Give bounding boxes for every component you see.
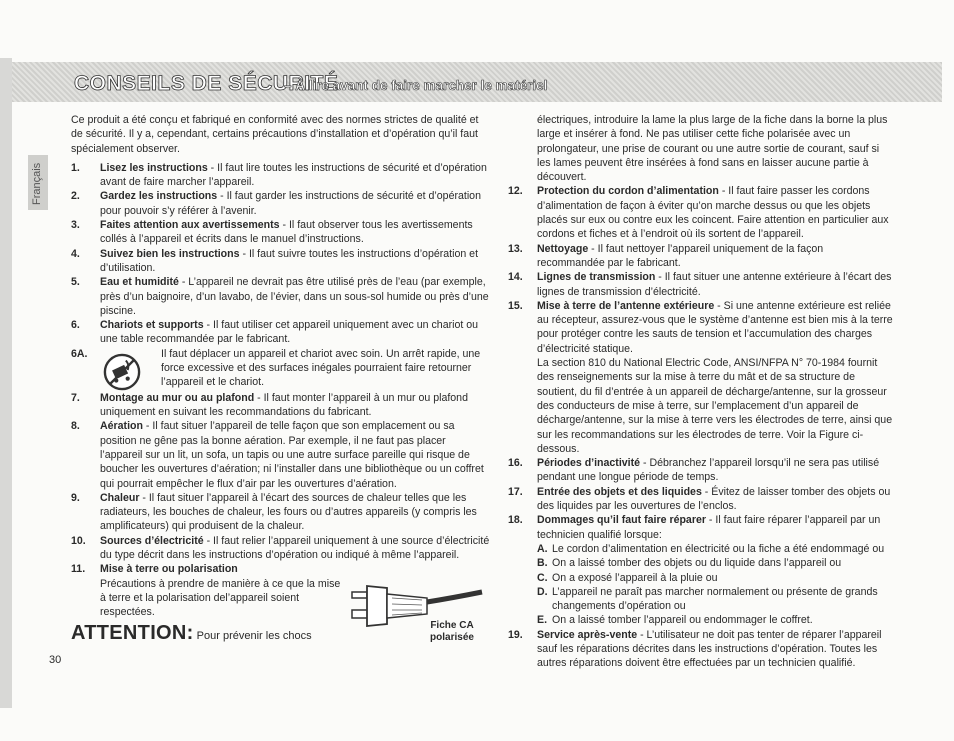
list-item: 3. Faites attention aux avertissements - Il faut observer tous les avertissements collés à l’appareil et écrits dans le manuel d’instructions.: [71, 219, 473, 246]
list-item: 17. Entrée des objets et des liquides - Évitez de laisser tomber des objets ou des liquides par les ouvertures de l’enclos.: [508, 485, 891, 513]
continuation-paragraph: électriques, introduire la lame la plus large de la fiche dans la borne la plus large et insérer à fond. Ne pas utiliser cette fiche polarisée avec un prolongateur, une prise de courant ou une autre sortie de courant, sauf si les lames peuvent être insérées à fond sans en laisser aucune partie à découvert.: [537, 114, 888, 184]
list-item: 1. Lisez les instructions - Il faut lire toutes les instructions de sécurité et d’opération avant de faire marcher l’appareil.: [71, 161, 487, 189]
list-item: 8. Aération - Il faut situer l’appareil de telle façon que son emplacement ou sa position ne gêne pas la bonne aération. Par exemple, il ne faut pas placer l’appareil sur un lit, un sofa, un tapis ou une autre surface pareille qui risque de boucher les ouvertures d’aération; ni l’installer dans une bibliothèque ou un coffret qui pourrait empêcher le flux d’air par les ouvertures d’aération.: [71, 420, 484, 490]
list-item: 12. Protection du cordon d’alimentation - Il faut faire passer les cordons d’alimentation de façon à éviter qu’on marche dessus ou que les objets placés sur eux ou contre eux les coincent. Faire attention en particulier aux cordons et fiches et à l’endroit où ils sortent de l’appareil.: [508, 185, 889, 241]
list-item: 5. Eau et humidité - L’appareil ne devrait pas être utilisé près de l’eau (par exemple, près d’un baignoire, d’un lavabo, de l’évier, dans un sous-sol humide ou près d’une piscine.: [71, 276, 489, 317]
left-items-list: [71, 161, 491, 347]
left-items-list-b: [71, 391, 491, 563]
plug-caption: Fiche CA polarisée: [430, 620, 474, 643]
section-header: [12, 62, 942, 102]
sub-list-item: E. On a laissé tomber l’appareil ou endommager le coffret.: [537, 614, 813, 627]
list-item: 7. Montage au mur ou au plafond - Il faut monter l’appareil à un mur ou plafond uniquement en suivant les recommandations du fabricant.: [71, 391, 468, 419]
page-number: 30: [49, 654, 62, 666]
cart-tipover-warning-icon: [103, 353, 141, 391]
antenna-code-paragraph: La section 810 du National Electric Code, ANSI/NFPA N° 70-1984 fournit des renseignements sur la mise à terre du mât et de sa structure de soutient, du fil d’entrée à un appareil de décharge/antenne, sur la grosseur des conducteurs de mise à terre, sur l’emplacement d’un appareil de décharge/antenne, sur la mise à terre vers les électrodes de terre, ainsi que sur les recommandations sur les électrodes de terre. Voir la Figure ci-dessous.: [537, 357, 893, 455]
sub-list-item: D. L’appareil ne paraît pas marcher normalement ou présente de grands changements d’opération ou: [537, 585, 878, 613]
list-item: 13. Nettoyage - Il faut nettoyer l’appareil uniquement de la façon recommandée par le fabricant.: [508, 242, 824, 269]
page-title: CONSEILS DE SÉCURITÉ: [74, 72, 339, 95]
intro-paragraph: Ce produit a été conçu et fabriqué en conformité avec des normes strictes de qualité et de sécurité. Il y a, cependant, certains précautions d’installation et d’opération qu’il faut spécialement observer.: [71, 114, 479, 155]
left-column: [71, 113, 491, 620]
right-column: [508, 113, 893, 671]
sub-list-item: A. Le cordon d’alimentation en électricité ou la fiche a été endommagé ou: [537, 542, 885, 555]
language-tab: [28, 155, 48, 210]
list-item-6a: 6A. Il faut déplacer un appareil et chariot avec soin. Un arrêt rapide, une force excessive et des surfaces inégales pourraient faire retourner l’appareil et le chariot.: [71, 347, 491, 391]
list-item: 18. Dommages qu’il faut faire réparer - Il faut faire réparer l’appareil par un technicien qualifié lorsque:: [508, 514, 881, 541]
attention-heading: ATTENTION:: [71, 622, 194, 644]
list-item: 9. Chaleur - Il faut situer l’appareil à l’écart des sources de chaleur telles que les radiateurs, les bouches de chaleur, les fours ou d’autres appareils (y compris les amplificateurs) qui produisent de la chaleur.: [71, 491, 477, 533]
sub-list-item: B. On a laissé tomber des objets ou du liquide dans l’appareil ou: [537, 557, 842, 570]
list-item: 16. Périodes d’inactivité - Débranchez l’appareil lorsqu’il ne sera pas utilisé pendant une longue période de temps.: [508, 457, 880, 484]
sub-list-item: C. On a exposé l’appareil à la pluie ou: [537, 571, 718, 584]
list-item: 14. Lignes de transmission - Il faut situer une antenne extérieure à l’écart des lignes de transmission d’électricité.: [508, 271, 892, 298]
list-item: 10. Sources d’électricité - Il faut relier l’appareil uniquement à une source d’électricité du type décrit dans les instructions d’opération ou indiqué à même l’appareil.: [71, 534, 490, 562]
list-item: 15. Mise à terre de l’antenne extérieure - Si une antenne extérieure est reliée au récepteur, assurez-vous que le système d’antenne est bien mis à la terre pour protéger contre les sauts de tension et l’accumulation des charges d’électricité statique.: [508, 299, 893, 355]
list-item: 6. Chariots et supports - Il faut utiliser cet appareil uniquement avec un chariot ou une table recommandée par le fabricant.: [71, 319, 479, 346]
language-label: Français: [31, 162, 43, 205]
list-item: 19. Service après-vente - L’utilisateur ne doit pas tenter de réparer l’appareil sauf les réparations décrites dans les instructions d’opération. Toutes les autres réparations doivent être effectuées par un technicien qualifié.: [508, 628, 882, 670]
page-subtitle: – À lire avant de faire marcher le matériel: [284, 78, 548, 93]
attention-notice: ATTENTION: Pour prévenir les chocs: [71, 622, 312, 644]
list-item: 2. Gardez les instructions - Il faut garder les instructions de sécurité et d’opération pour pouvoir s’y référer à l’avenir.: [71, 190, 481, 217]
list-item-11: 11. Mise à terre ou polarisation Précautions à prendre de manière à ce que la mise à terre et la polarisation del’appareil soient respectées.: [71, 563, 341, 619]
left-edge-bar: [0, 58, 12, 708]
list-item: 4. Suivez bien les instructions - Il faut suivre toutes les instructions d’opération et d’utilisation.: [71, 247, 479, 274]
